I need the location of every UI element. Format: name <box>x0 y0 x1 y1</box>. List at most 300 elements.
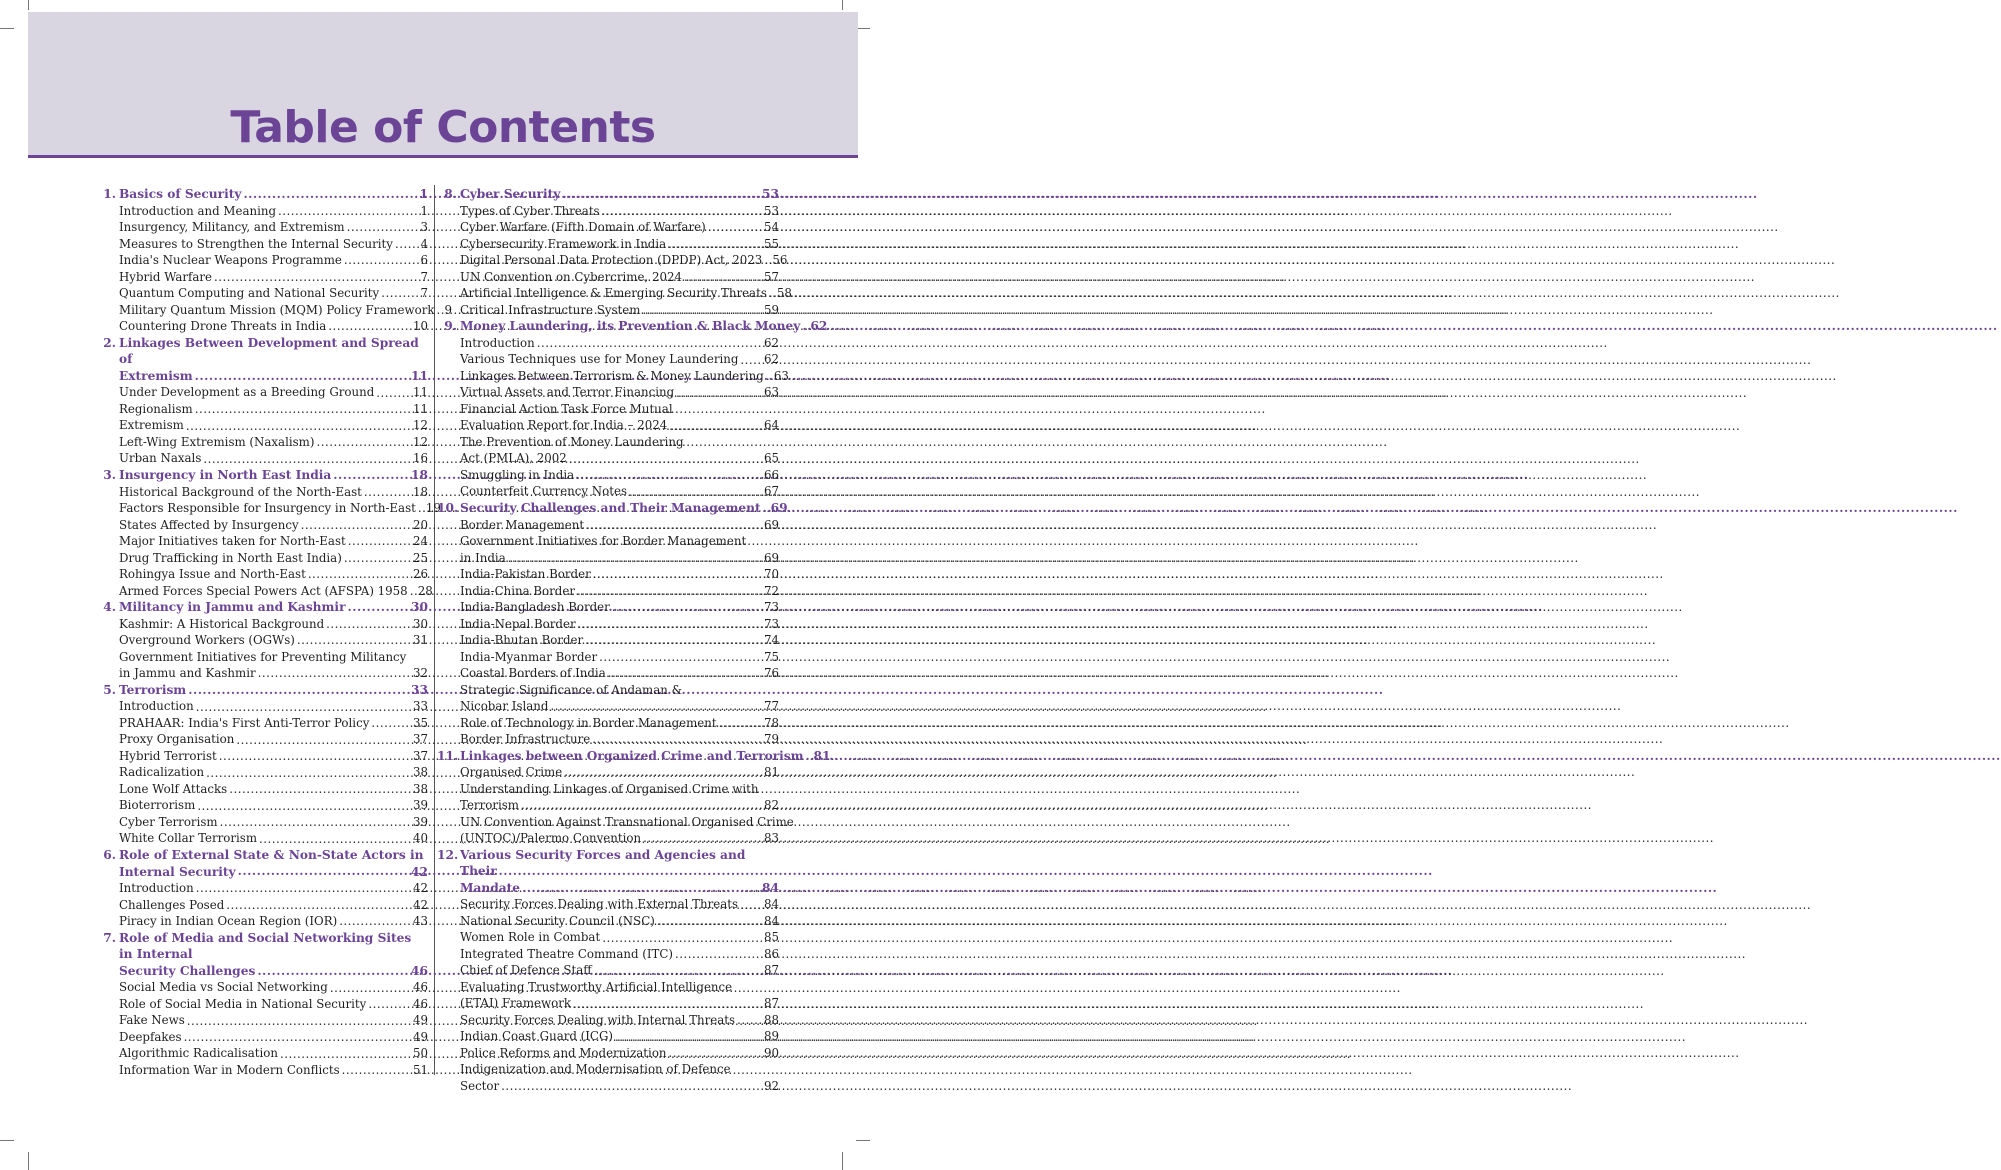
toc-entry[interactable] <box>119 550 428 567</box>
toc-entry[interactable] <box>119 897 428 914</box>
entry[interactable] <box>460 1028 779 1045</box>
entry[interactable] <box>119 434 428 451</box>
toc-entry[interactable] <box>460 517 779 534</box>
dot-leader <box>197 798 411 810</box>
toc-entry[interactable] <box>119 979 428 996</box>
toc-entry[interactable] <box>460 946 779 963</box>
dot-leader <box>599 649 762 661</box>
entry[interactable] <box>119 566 428 583</box>
dot-leader <box>802 318 808 330</box>
toc-entry[interactable] <box>460 335 779 352</box>
toc-entry[interactable] <box>460 1012 779 1029</box>
entry[interactable] <box>119 814 428 831</box>
entry-page: 25 <box>412 550 428 565</box>
toc-column-right <box>437 186 831 1094</box>
entry[interactable] <box>460 731 779 748</box>
chapter-title: Extremism <box>119 368 193 383</box>
chapter-heading[interactable] <box>119 335 428 385</box>
chapter-title-line: Linkages Between Development and Spread of <box>119 335 419 367</box>
toc-entry[interactable] <box>119 632 428 649</box>
toc-entry[interactable] <box>119 731 428 748</box>
dot-leader <box>308 566 411 578</box>
toc-entry[interactable] <box>119 781 428 798</box>
entry[interactable] <box>460 632 779 649</box>
toc-entry[interactable] <box>119 880 428 897</box>
entry-title-line: UN Convention Against Transnational Organised Crime <box>460 814 794 829</box>
entry-title: Artificial Intelligence & Emerging Security Threats <box>460 286 767 301</box>
chapter-heading[interactable] <box>119 930 428 980</box>
entry-title: in Jammu and Kashmir <box>119 666 256 681</box>
toc-entry[interactable] <box>460 896 779 913</box>
chapter[interactable] <box>460 880 779 897</box>
entry-page: 51 <box>412 1062 428 1077</box>
entry[interactable] <box>460 715 779 732</box>
entry-page: 76 <box>763 666 779 681</box>
entry-title: Under Development as a Breeding Ground <box>119 385 375 400</box>
entry[interactable] <box>119 979 428 996</box>
entry[interactable] <box>119 285 428 302</box>
toc-entry[interactable] <box>119 1045 428 1062</box>
entry-page: 63 <box>763 385 779 400</box>
entry[interactable] <box>119 616 428 633</box>
chapter-heading[interactable] <box>119 599 428 616</box>
toc-entry[interactable] <box>119 1012 428 1029</box>
chapter-heading[interactable] <box>460 500 788 517</box>
toc-entry[interactable] <box>460 401 779 434</box>
chapter-entries <box>460 335 789 500</box>
entry[interactable] <box>119 698 428 715</box>
toc-entry[interactable] <box>460 533 779 566</box>
toc-entry[interactable] <box>460 929 779 946</box>
toc-entry[interactable] <box>119 318 428 335</box>
toc-entry[interactable] <box>460 219 779 236</box>
dot-leader <box>257 963 409 975</box>
toc-entry[interactable] <box>460 269 779 286</box>
entry[interactable] <box>119 830 428 847</box>
entry[interactable] <box>460 566 779 583</box>
toc-entry[interactable] <box>119 236 428 253</box>
chapter-page: 84 <box>762 880 779 895</box>
entry[interactable] <box>119 715 428 732</box>
entry-page: 37 <box>412 748 428 763</box>
chapter-heading[interactable] <box>119 186 428 203</box>
toc-entry[interactable] <box>460 351 779 368</box>
entry-page: 54 <box>763 220 779 235</box>
entry[interactable] <box>119 252 428 269</box>
chapter-heading[interactable] <box>460 186 779 203</box>
entry-title-line: Evaluating Trustworthy Artificial Intelligence <box>460 979 733 994</box>
dot-leader <box>410 583 416 595</box>
entry-page: 40 <box>412 831 428 846</box>
entry[interactable] <box>460 335 779 352</box>
dot-leader <box>643 830 762 842</box>
entry[interactable] <box>460 616 779 633</box>
entry[interactable] <box>119 665 428 682</box>
toc-entry[interactable] <box>460 434 779 467</box>
entry[interactable] <box>119 550 428 567</box>
toc-entry[interactable] <box>460 236 779 253</box>
chapter-entries <box>119 616 428 682</box>
entry[interactable] <box>460 830 779 847</box>
entry[interactable] <box>460 219 779 236</box>
dot-leader <box>364 484 411 496</box>
entry-page: 24 <box>412 534 428 549</box>
entry[interactable] <box>119 781 428 798</box>
entry[interactable] <box>460 302 779 319</box>
entry[interactable] <box>119 764 428 781</box>
dot-leader <box>521 797 762 809</box>
toc-chapter <box>437 318 828 500</box>
dot-leader <box>418 500 424 512</box>
dot-leader <box>766 368 772 380</box>
toc-entry[interactable] <box>460 1045 779 1062</box>
entry-title: India-Myanmar Border <box>460 649 598 664</box>
entry[interactable] <box>119 384 428 401</box>
chapter-heading[interactable] <box>460 318 828 335</box>
entry-page: 55 <box>763 236 779 251</box>
toc-entry[interactable] <box>119 616 428 633</box>
entry[interactable] <box>460 665 779 682</box>
entry[interactable] <box>119 318 428 335</box>
dot-leader <box>769 285 775 297</box>
entry[interactable] <box>119 996 428 1013</box>
title-rule <box>28 155 858 158</box>
entry-title: Factors Responsible for Insurgency in North-East <box>119 501 416 516</box>
entry-title: Cyber Terrorism <box>119 814 218 829</box>
dot-leader <box>593 566 762 578</box>
crop-mark <box>28 1152 29 1170</box>
toc-entry[interactable] <box>119 434 428 451</box>
toc-entry[interactable] <box>119 203 428 220</box>
dot-leader <box>347 219 419 231</box>
dot-leader <box>564 764 762 776</box>
chapter-title: Insurgency in North East India <box>119 468 332 483</box>
toc-entry[interactable] <box>119 830 428 847</box>
toc-entry[interactable] <box>119 1062 428 1079</box>
chapter-page: 30 <box>411 600 428 615</box>
chapter-heading[interactable] <box>119 847 428 880</box>
toc-entry[interactable] <box>460 566 779 583</box>
toc-entry[interactable] <box>119 450 428 467</box>
entry[interactable] <box>119 1045 428 1062</box>
entry[interactable] <box>119 1062 428 1079</box>
dot-leader <box>184 1029 411 1041</box>
dot-leader <box>594 963 762 975</box>
dot-leader <box>278 203 418 215</box>
dot-leader <box>196 699 411 711</box>
chapter[interactable] <box>119 186 428 203</box>
toc-entry[interactable] <box>460 649 779 666</box>
entry-page: 49 <box>412 1029 428 1044</box>
dot-leader <box>297 632 411 644</box>
entry[interactable] <box>460 269 779 286</box>
entry[interactable] <box>119 1029 428 1046</box>
toc-entry[interactable] <box>460 665 779 682</box>
entry[interactable] <box>460 946 779 963</box>
chapter-number: 6. <box>103 847 116 862</box>
entry[interactable] <box>119 219 428 236</box>
dot-leader <box>328 318 411 330</box>
chapter-page: 46 <box>411 963 428 978</box>
entry[interactable] <box>119 913 428 930</box>
entry[interactable] <box>460 417 779 434</box>
chapter[interactable] <box>119 467 428 484</box>
entry[interactable] <box>460 1078 779 1095</box>
toc-entry[interactable] <box>460 632 779 649</box>
toc-entry[interactable] <box>119 533 428 550</box>
toc-entry[interactable] <box>460 913 779 930</box>
entry[interactable] <box>460 384 779 401</box>
toc-entry[interactable] <box>119 269 428 286</box>
toc-entry[interactable] <box>460 764 779 781</box>
toc-entry[interactable] <box>460 1028 779 1045</box>
entry[interactable] <box>119 500 441 517</box>
dot-leader <box>806 748 812 760</box>
toc-entry[interactable] <box>119 252 428 269</box>
toc-entry[interactable] <box>460 814 794 847</box>
entry[interactable] <box>460 483 779 500</box>
toc-entry[interactable] <box>119 517 428 534</box>
dot-leader <box>764 252 770 264</box>
toc-entry[interactable] <box>460 368 789 385</box>
dot-leader <box>238 863 409 875</box>
entry[interactable] <box>119 484 428 501</box>
toc-chapter <box>96 847 428 930</box>
entry-title: India-Pakistan Border <box>460 567 591 582</box>
entry-page: 77 <box>763 699 779 714</box>
entry-page: 92 <box>763 1078 779 1093</box>
dot-leader <box>737 1012 762 1024</box>
entry[interactable] <box>460 929 779 946</box>
entry-page: 10 <box>412 319 428 334</box>
toc-entry[interactable] <box>119 814 428 831</box>
dot-leader <box>280 1046 411 1058</box>
entry-title-line: Government Initiatives for Preventing Militancy <box>119 649 407 664</box>
entry-page: 31 <box>412 633 428 648</box>
dot-leader <box>602 203 762 215</box>
entry[interactable] <box>460 236 779 253</box>
dot-leader <box>344 252 419 264</box>
entry-title: Information War in Modern Conflicts <box>119 1062 340 1077</box>
entry[interactable] <box>460 764 779 781</box>
entry[interactable] <box>119 797 428 814</box>
toc-entry[interactable] <box>460 962 779 979</box>
entry[interactable] <box>119 632 428 649</box>
toc-entry[interactable] <box>119 401 428 418</box>
chapter-heading[interactable] <box>460 748 831 765</box>
entry[interactable] <box>460 896 779 913</box>
toc-entry[interactable] <box>119 384 428 401</box>
toc-entry[interactable] <box>119 649 428 682</box>
chapter-heading[interactable] <box>119 682 428 699</box>
dot-leader <box>669 418 762 430</box>
toc-entry[interactable] <box>460 599 779 616</box>
toc-entry[interactable] <box>119 797 428 814</box>
toc-entry[interactable] <box>119 566 428 583</box>
entry-title: Counterfeit Currency Notes <box>460 484 627 499</box>
chapter-page: 53 <box>762 187 779 202</box>
entry-page: 66 <box>763 467 779 482</box>
chapter[interactable] <box>460 318 828 335</box>
toc-entry[interactable] <box>460 583 779 600</box>
toc-entry[interactable] <box>119 715 428 732</box>
toc-entry[interactable] <box>119 219 428 236</box>
chapter-number: 4. <box>103 600 116 615</box>
toc-entry[interactable] <box>119 417 428 434</box>
entry-title: Armed Forces Special Powers Act (AFSPA) 1958 <box>119 583 408 598</box>
chapter[interactable] <box>119 963 428 980</box>
dot-leader <box>501 1078 762 1090</box>
chapter[interactable] <box>119 682 428 699</box>
entry-title-line: Indigenization and Modernisation of Defence <box>460 1062 731 1077</box>
entry[interactable] <box>119 302 453 319</box>
entry[interactable] <box>119 417 428 434</box>
toc-entry[interactable] <box>119 698 428 715</box>
entry-title: Coastal Borders of India <box>460 666 606 681</box>
toc-entry[interactable] <box>460 979 779 1012</box>
entry-page: 67 <box>763 484 779 499</box>
toc-entry[interactable] <box>119 484 428 501</box>
toc-entry[interactable] <box>119 302 453 319</box>
toc-entry[interactable] <box>460 203 779 220</box>
entry-title: Urban Naxals <box>119 451 202 466</box>
entry[interactable] <box>119 236 428 253</box>
toc-entry[interactable] <box>119 913 428 930</box>
chapter[interactable] <box>460 748 831 765</box>
toc-entry[interactable] <box>119 583 433 600</box>
chapter-title: Militancy in Jammu and Kashmir <box>119 600 346 615</box>
entry[interactable] <box>460 517 779 534</box>
toc-entry[interactable] <box>460 467 779 484</box>
chapter[interactable] <box>119 863 428 880</box>
chapter-title: Cyber Security <box>460 187 561 202</box>
entry[interactable] <box>460 649 779 666</box>
toc-entry[interactable] <box>460 1061 779 1094</box>
toc-entry[interactable] <box>460 384 779 401</box>
crop-mark <box>0 28 14 29</box>
dot-leader <box>316 434 411 446</box>
chapter[interactable] <box>119 599 428 616</box>
toc-entry[interactable] <box>119 1029 428 1046</box>
entry[interactable] <box>460 368 789 385</box>
entry[interactable] <box>460 285 792 302</box>
toc-entry[interactable] <box>119 500 441 517</box>
chapter-heading[interactable] <box>460 847 779 897</box>
entry[interactable] <box>460 797 779 814</box>
entry-page: 83 <box>763 831 779 846</box>
chapter-entries <box>119 880 428 930</box>
entry-page: 65 <box>763 451 779 466</box>
toc-entry[interactable] <box>460 302 779 319</box>
entry-title: Quantum Computing and National Security <box>119 286 380 301</box>
entry[interactable] <box>460 599 779 616</box>
dot-leader <box>585 632 762 644</box>
entry-page: 79 <box>763 732 779 747</box>
entry[interactable] <box>119 897 428 914</box>
entry[interactable] <box>119 269 428 286</box>
entry[interactable] <box>119 1012 428 1029</box>
entry[interactable] <box>119 533 428 550</box>
entry[interactable] <box>460 467 779 484</box>
entry[interactable] <box>119 731 428 748</box>
toc-entry[interactable] <box>460 781 779 814</box>
toc-entry[interactable] <box>460 252 788 269</box>
entry[interactable] <box>119 748 428 765</box>
entry[interactable] <box>119 450 428 467</box>
entry[interactable] <box>460 351 779 368</box>
toc-entry[interactable] <box>460 715 779 732</box>
chapter-number: 7. <box>103 930 116 945</box>
entry[interactable] <box>119 517 428 534</box>
entry-title: (UNTOC)/Palermo Convention <box>460 831 642 846</box>
entry[interactable] <box>460 550 779 567</box>
entry[interactable] <box>460 995 779 1012</box>
entry[interactable] <box>460 913 779 930</box>
entry-title: Extremism <box>119 418 184 433</box>
entry-page: 49 <box>412 1013 428 1028</box>
entry[interactable] <box>460 252 788 269</box>
chapter[interactable] <box>460 500 788 517</box>
entry-title-line: The Prevention of Money Laundering <box>460 434 684 449</box>
toc-entry[interactable] <box>460 682 779 715</box>
entry[interactable] <box>119 203 428 220</box>
chapter[interactable] <box>460 186 779 203</box>
entry-title: Bioterrorism <box>119 798 196 813</box>
entry-page: 46 <box>412 980 428 995</box>
dot-leader <box>608 665 762 677</box>
entry-page: 1 <box>420 203 428 218</box>
toc-entry[interactable] <box>119 285 428 302</box>
toc-entry[interactable] <box>460 285 792 302</box>
dot-leader <box>371 715 411 727</box>
entry-page: 75 <box>763 649 779 664</box>
dot-leader <box>602 930 762 942</box>
entry[interactable] <box>460 698 779 715</box>
entry[interactable] <box>460 450 779 467</box>
entry[interactable] <box>119 401 428 418</box>
toc-entry[interactable] <box>119 764 428 781</box>
entry[interactable] <box>460 583 779 600</box>
chapter[interactable] <box>119 368 428 385</box>
entry[interactable] <box>460 1012 779 1029</box>
toc-entry[interactable] <box>119 996 428 1013</box>
toc-chapter <box>437 186 792 318</box>
entry-page: 32 <box>412 666 428 681</box>
toc-entry[interactable] <box>460 483 779 500</box>
entry[interactable] <box>460 203 779 220</box>
entry[interactable] <box>460 1045 779 1062</box>
toc-chapter <box>437 500 788 748</box>
entry[interactable] <box>119 583 433 600</box>
entry[interactable] <box>119 880 428 897</box>
dot-leader <box>719 715 762 727</box>
chapter-title: Security Challenges <box>119 963 256 978</box>
entry-page: 58 <box>776 286 792 301</box>
chapter-heading[interactable] <box>119 467 428 484</box>
entry[interactable] <box>460 962 779 979</box>
chapter-title: Money Laundering, its Prevention & Black Money <box>460 319 801 334</box>
entry-page: 70 <box>763 567 779 582</box>
chapter-page: 62 <box>810 319 828 334</box>
toc-entry[interactable] <box>119 748 428 765</box>
entry-page: 87 <box>763 963 779 978</box>
entry-title: Virtual Assets and Terror Financing <box>460 385 675 400</box>
dot-leader <box>195 368 409 380</box>
crop-mark <box>28 0 29 10</box>
toc-entry[interactable] <box>460 731 779 748</box>
toc-entry[interactable] <box>460 616 779 633</box>
entry-title-line: Government Initiatives for Border Management <box>460 534 747 549</box>
